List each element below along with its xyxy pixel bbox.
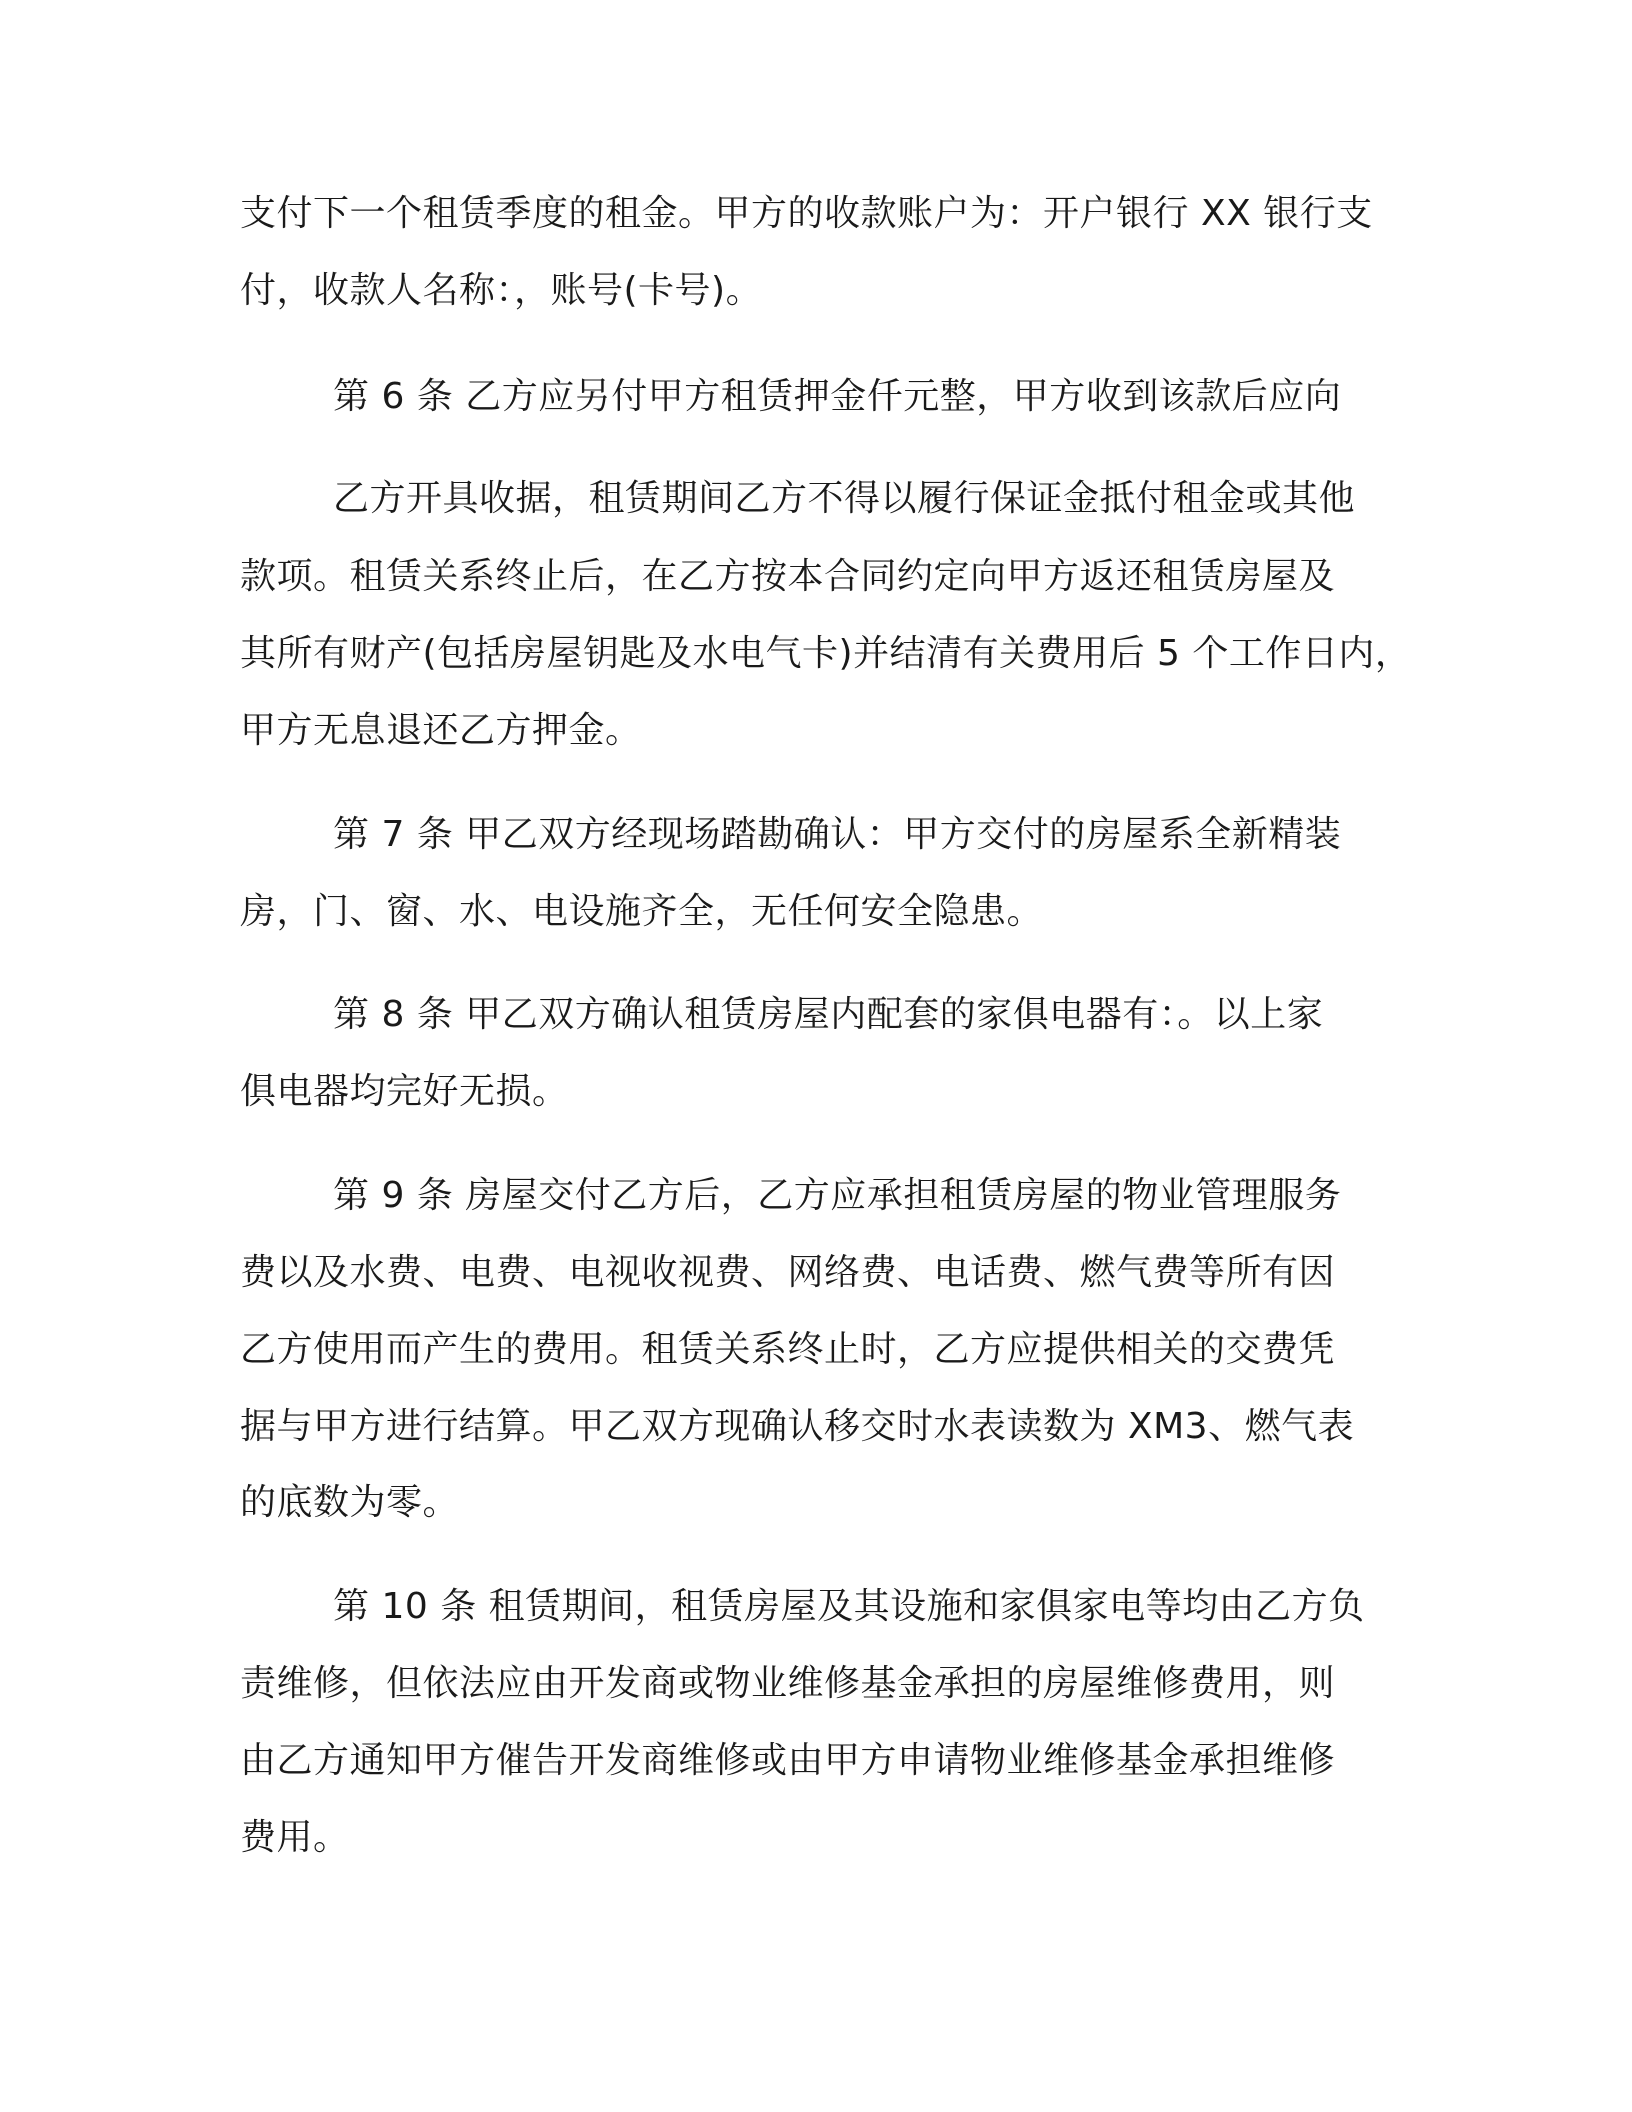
clause-6-line-5: 甲方无息退还乙方押金。 — [240, 710, 642, 751]
clause-6-line-3: 款项。租赁关系终止后，在乙方按本合同约定向甲方返还租赁房屋及 — [240, 556, 1336, 597]
clause-9-line-3: 乙方使用而产生的费用。租赁关系终止时，乙方应提供相关的交费凭 — [240, 1329, 1336, 1370]
clause-10-line-2: 责维修，但依法应由开发商或物业维修基金承担的房屋维修费用，则 — [240, 1663, 1336, 1704]
clause-9-line-5: 的底数为零。 — [240, 1482, 460, 1523]
text-line-1: 支付下一个租赁季度的租金。甲方的收款账户为：开户银行 XX 银行支 — [240, 193, 1373, 234]
text-line-2: 付，收款人名称：，账号(卡号)。 — [240, 270, 763, 311]
clause-10-line-3: 由乙方通知甲方催告开发商维修或由甲方申请物业维修基金承担维修 — [240, 1740, 1336, 1781]
clause-8-line-2: 俱电器均完好无损。 — [240, 1071, 569, 1112]
clause-7-line-1: 第 7 条 甲乙双方经现场踏勘确认：甲方交付的房屋系全新精装 — [333, 814, 1342, 855]
clause-8-line-1: 第 8 条 甲乙双方确认租赁房屋内配套的家俱电器有：。以上家 — [333, 994, 1324, 1035]
clause-7-line-2: 房，门、窗、水、电设施齐全，无任何安全隐患。 — [240, 891, 1044, 932]
clause-9-line-4: 据与甲方进行结算。甲乙双方现确认移交时水表读数为 XM3、燃气表 — [240, 1406, 1355, 1447]
clause-6-line-2: 乙方开具收据，租赁期间乙方不得以履行保证金抵付租金或其他 — [333, 478, 1356, 519]
clause-10-line-1: 第 10 条 租赁期间，租赁房屋及其设施和家俱家电等均由乙方负 — [333, 1586, 1365, 1627]
clause-10-line-4: 费用。 — [240, 1817, 350, 1858]
clause-9-line-2: 费以及水费、电费、电视收视费、网络费、电话费、燃气费等所有因 — [240, 1252, 1336, 1293]
clause-9-line-1: 第 9 条 房屋交付乙方后，乙方应承担租赁房屋的物业管理服务 — [333, 1175, 1342, 1216]
clause-6-line-1: 第 6 条 乙方应另付甲方租赁押金仟元整，甲方收到该款后应向 — [333, 376, 1342, 417]
clause-6-line-4: 其所有财产(包括房屋钥匙及水电气卡)并结清有关费用后 5 个工作日内， — [240, 633, 1412, 674]
